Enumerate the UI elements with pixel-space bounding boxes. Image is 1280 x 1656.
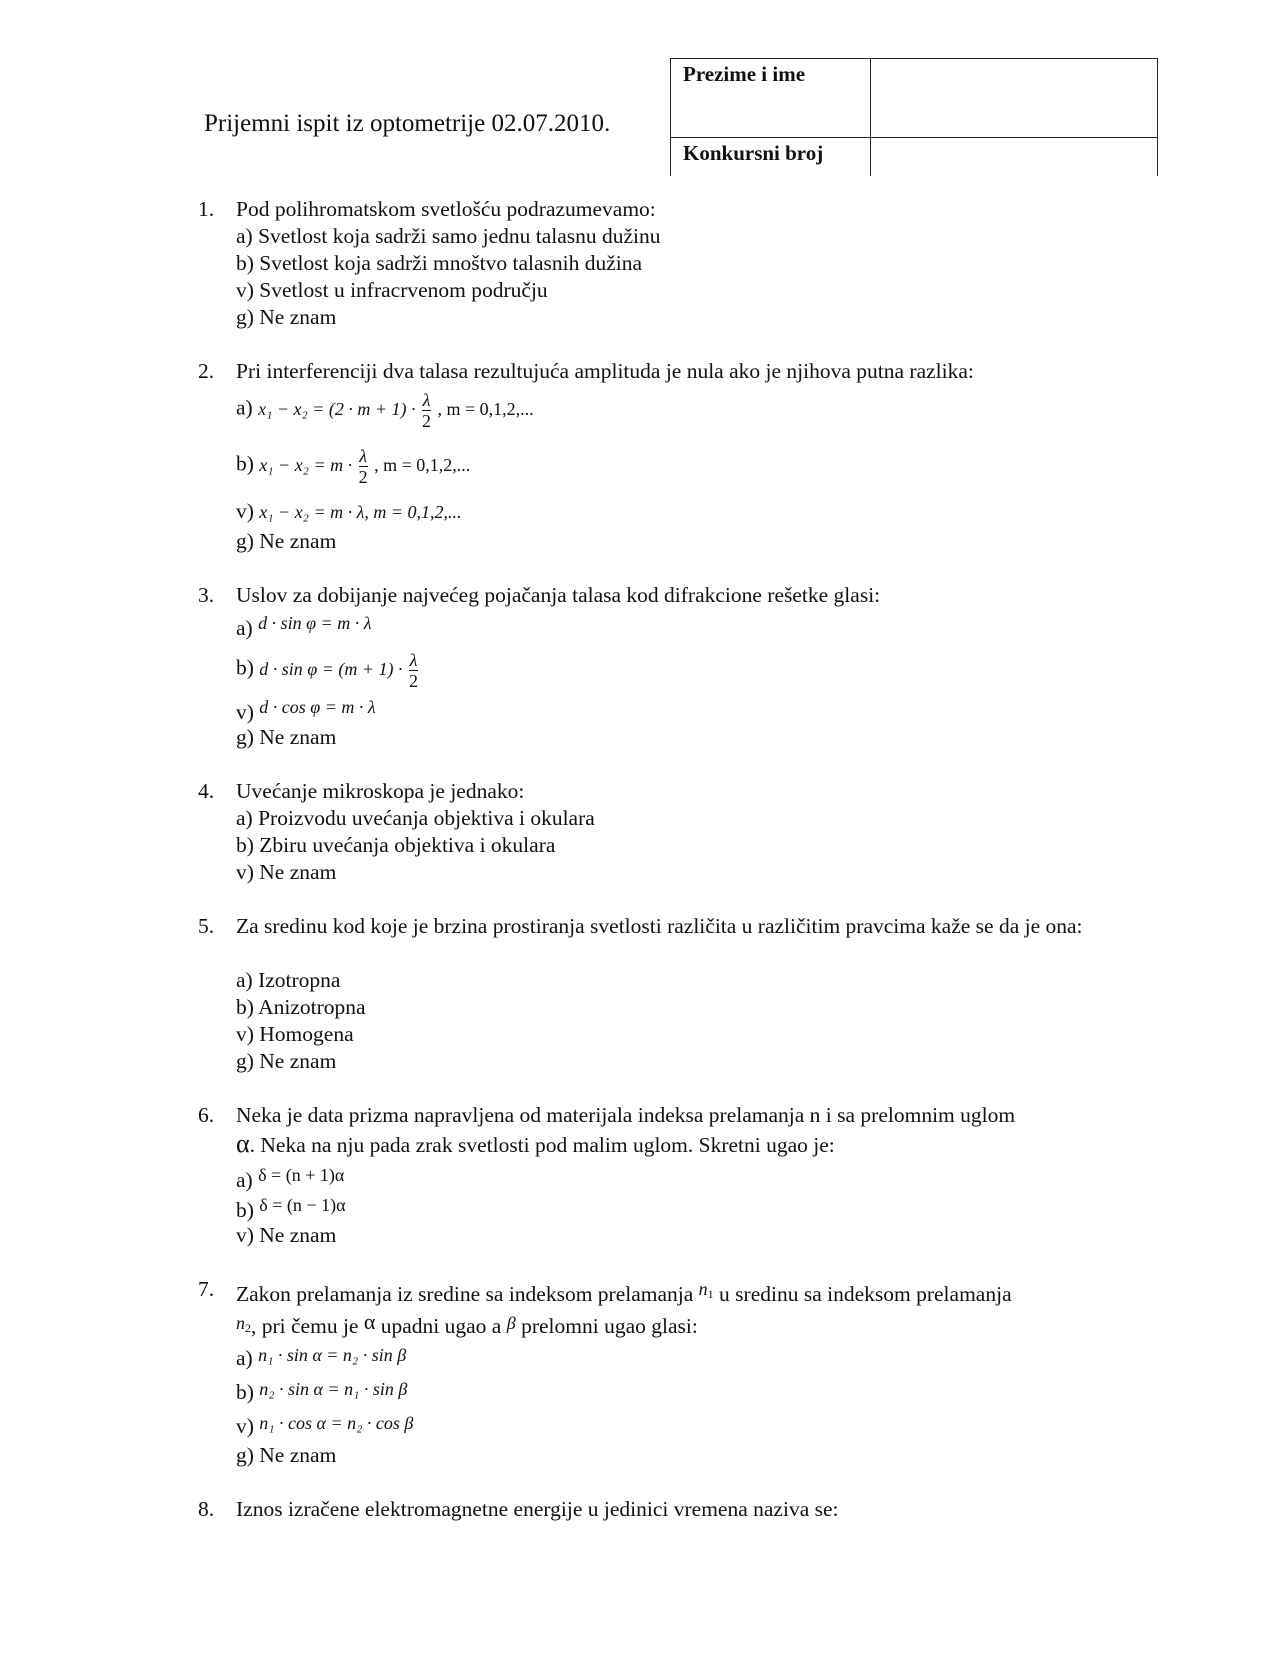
formula: x₁ − x₂ = m · λ, m = 0,1,2,... <box>259 502 462 522</box>
fraction <box>359 446 368 487</box>
fraction-denominator: 2 <box>409 671 419 691</box>
q1-option-v[interactable]: v) Svetlost u infracrvenom području <box>236 278 548 302</box>
fraction-numerator: λ <box>422 390 431 410</box>
n1-symbol <box>699 1279 714 1299</box>
question-text <box>236 1276 1106 1308</box>
formula-left: x₁ − x₂ = m · <box>259 454 353 475</box>
q4-option-a[interactable]: a) Proizvodu uvećanja objektiva i okulara <box>236 806 595 830</box>
subscript: 1 <box>707 1287 714 1301</box>
beta-symbol: β <box>506 1313 516 1333</box>
question-number: 4. <box>198 779 215 803</box>
question-text-continued: . Neka na nju pada zrak svetlosti pod malim uglom. Skretni ugao je: <box>249 1133 835 1157</box>
q1-option-g[interactable]: g) Ne znam <box>236 305 337 329</box>
q6-option-v[interactable]: v) Ne znam <box>236 1223 337 1247</box>
question-text-part: , pri čemu je <box>251 1314 359 1338</box>
option-letter: v) <box>236 499 254 523</box>
id-label: Konkursni broj <box>671 138 871 177</box>
formula: δ = (n − 1)α <box>259 1195 346 1215</box>
n2-symbol <box>236 1313 251 1333</box>
q5-option-g[interactable]: g) Ne znam <box>236 1049 337 1073</box>
formula-left: d · sin φ = (m + 1) · <box>259 658 403 679</box>
question-text: Pri interferenciji dva talasa rezultujuća amplituda je nula ako je njihova putna razlika: <box>236 359 974 383</box>
q2-option-g[interactable]: g) Ne znam <box>236 529 337 553</box>
formula <box>258 390 534 431</box>
option-letter: a) <box>236 1168 253 1192</box>
formula <box>259 650 420 691</box>
formula-right: , m = 0,1,2,... <box>437 398 534 419</box>
q6-text-line2 <box>236 1130 835 1159</box>
option-letter: b) <box>236 451 254 476</box>
formula: d · cos φ = m · λ <box>259 697 376 717</box>
n-symbol: n <box>236 1313 245 1333</box>
question-number: 2. <box>198 359 215 383</box>
fraction-numerator: λ <box>359 446 367 466</box>
formula: d · sin φ = m · λ <box>258 613 372 633</box>
q6-option-a[interactable] <box>236 1162 344 1194</box>
question-text: Uvećanje mikroskopa je jednako: <box>236 779 525 803</box>
name-label: Prezime i ime <box>671 59 871 138</box>
option-letter: v) <box>236 1414 254 1438</box>
formula: δ = (n + 1)α <box>258 1165 345 1185</box>
question-text: Iznos izračene elektromagnetne energije u jedinici vremena naziva se: <box>236 1497 839 1521</box>
q4-option-b[interactable]: b) Zbiru uvećanja objektiva i okulara <box>236 833 556 857</box>
q7-option-a[interactable] <box>236 1342 406 1372</box>
alpha-symbol: α <box>363 1309 376 1334</box>
q7-option-v[interactable] <box>236 1410 413 1440</box>
q2-option-a[interactable] <box>236 390 534 431</box>
question-text-part: upadni ugao a <box>380 1314 502 1338</box>
q2-option-b[interactable] <box>236 446 470 487</box>
option-letter: b) <box>236 1198 254 1222</box>
option-letter: b) <box>236 1380 254 1404</box>
fraction-denominator: 2 <box>358 467 368 487</box>
formula-left: x₁ − x₂ = (2 · m + 1) · <box>258 398 416 419</box>
option-letter: a) <box>236 395 253 420</box>
q1-option-a[interactable]: a) Svetlost koja sadrži samo jednu talasnu dužinu <box>236 224 661 248</box>
fraction-denominator: 2 <box>422 411 431 431</box>
question-number: 8. <box>198 1497 215 1521</box>
question-text: Neka je data prizma napravljena od materijala indeksa prelamanja n i sa prelomnim uglom <box>236 1103 1016 1127</box>
formula: n₁ · cos α = n₂ · cos β <box>259 1413 414 1433</box>
formula: n₁ · sin α = n₂ · sin β <box>258 1345 407 1365</box>
q7-option-b[interactable] <box>236 1376 407 1406</box>
q7-option-g[interactable]: g) Ne znam <box>236 1443 337 1467</box>
question-text: Za sredinu kod koje je brzina prostiranja svetlosti različita u različitim pravcima kaže se da je ona: <box>236 914 1083 938</box>
q5-option-a[interactable]: a) Izotropna <box>236 968 341 992</box>
q4-option-v[interactable]: v) Ne znam <box>236 860 337 884</box>
name-field[interactable] <box>871 59 1158 138</box>
candidate-info-table <box>670 58 1158 176</box>
question-text-part: u sredinu sa indeksom prelamanja <box>719 1282 1012 1306</box>
fraction <box>409 650 418 691</box>
question-text: Pod polihromatskom svetlošću podrazumevamo: <box>236 197 656 221</box>
q3-option-g[interactable]: g) Ne znam <box>236 725 337 749</box>
question-number: 7. <box>198 1277 215 1301</box>
question-text-part: prelomni ugao glasi: <box>521 1314 698 1338</box>
question-text-part: Zakon prelamanja iz sredine sa indeksom prelamanja <box>236 1282 694 1306</box>
option-letter: v) <box>236 700 254 724</box>
page-title: Prijemni ispit iz optometrije 02.07.2010. <box>204 110 611 137</box>
fraction-numerator: λ <box>409 650 418 670</box>
formula-right: , m = 0,1,2,... <box>374 454 471 475</box>
id-field[interactable] <box>871 138 1158 177</box>
q3-option-b[interactable] <box>236 650 420 691</box>
subscript: 2 <box>245 1321 251 1335</box>
option-letter: b) <box>236 655 254 680</box>
q3-option-a[interactable] <box>236 610 371 642</box>
question-number: 6. <box>198 1103 215 1127</box>
q7-text-line2 <box>236 1308 698 1342</box>
formula: n₂ · sin α = n₁ · sin β <box>259 1379 408 1399</box>
n-symbol: n <box>698 1279 708 1299</box>
formula <box>259 446 471 487</box>
q3-option-v[interactable] <box>236 694 376 726</box>
question-number: 3. <box>198 583 215 607</box>
q5-option-b[interactable]: b) Anizotropna <box>236 995 366 1019</box>
q1-option-b[interactable]: b) Svetlost koja sadrži mnoštvo talasnih dužina <box>236 251 643 275</box>
question-number: 1. <box>198 197 215 221</box>
q2-option-v[interactable] <box>236 498 462 526</box>
option-letter: a) <box>236 1346 253 1370</box>
option-letter: a) <box>236 616 253 640</box>
question-text: Uslov za dobijanje najvećeg pojačanja talasa kod difrakcione rešetke glasi: <box>236 583 881 607</box>
q5-option-v[interactable]: v) Homogena <box>236 1022 354 1046</box>
q6-option-b[interactable] <box>236 1192 346 1224</box>
alpha-symbol: α <box>236 1129 250 1158</box>
question-number: 5. <box>198 914 215 938</box>
fraction <box>422 390 431 431</box>
